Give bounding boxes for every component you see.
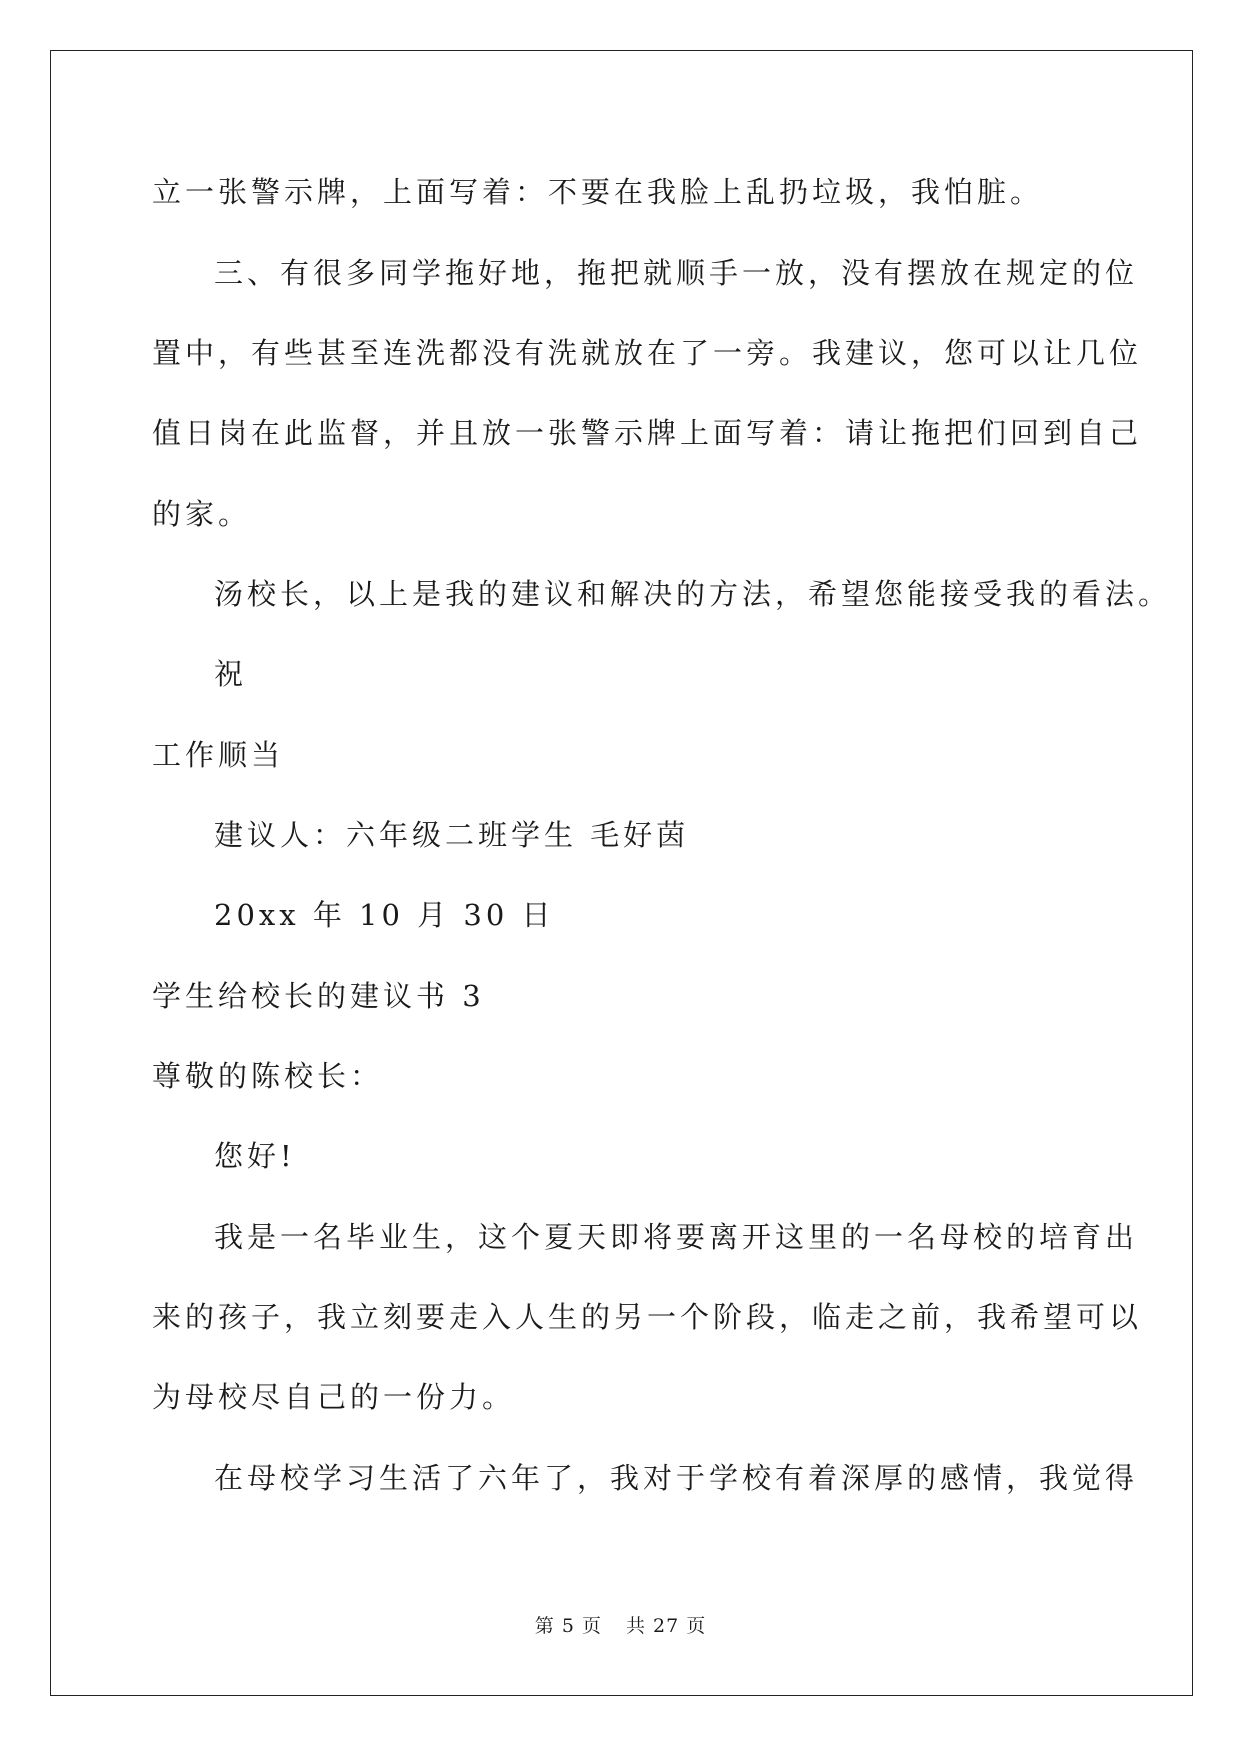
- page-number: 第 5 页: [534, 1615, 602, 1637]
- text-line: 建议人：六年级二班学生 毛好茵: [214, 818, 690, 852]
- text-line: 工作顺当: [152, 738, 285, 772]
- salutation: 尊敬的陈校长：: [152, 1059, 384, 1093]
- page-footer: [0, 1614, 1241, 1638]
- text-line: 为母校尽自己的一份力。: [152, 1380, 516, 1414]
- text-line: 您好!: [214, 1139, 296, 1173]
- text-line: 三、有很多同学拖好地，拖把就顺手一放，没有摆放在规定的位: [214, 256, 1139, 290]
- page-total: 共 27 页: [625, 1615, 707, 1637]
- section-heading: 学生给校长的建议书 3: [152, 979, 485, 1013]
- text-line: 立一张警示牌，上面写着：不要在我脸上乱扔垃圾，我怕脏。: [152, 175, 1044, 209]
- page-border: [50, 50, 1193, 1696]
- text-line: 置中，有些甚至连洗都没有洗就放在了一旁。我建议，您可以让几位: [152, 336, 1143, 370]
- text-line: 来的孩子，我立刻要走入人生的另一个阶段，临走之前，我希望可以: [152, 1300, 1143, 1334]
- text-line: 20xx 年 10 月 30 日: [214, 898, 555, 932]
- text-line: 值日岗在此监督，并且放一张警示牌上面写着：请让拖把们回到自己: [152, 416, 1143, 450]
- text-line: 的家。: [152, 497, 252, 531]
- text-line: 在母校学习生活了六年了，我对于学校有着深厚的感情，我觉得: [214, 1461, 1139, 1495]
- text-line: 我是一名毕业生，这个夏天即将要离开这里的一名母校的培育出: [214, 1220, 1139, 1254]
- text-line: 汤校长，以上是我的建议和解决的方法，希望您能接受我的看法。: [214, 577, 1172, 611]
- text-line: 祝: [214, 657, 248, 691]
